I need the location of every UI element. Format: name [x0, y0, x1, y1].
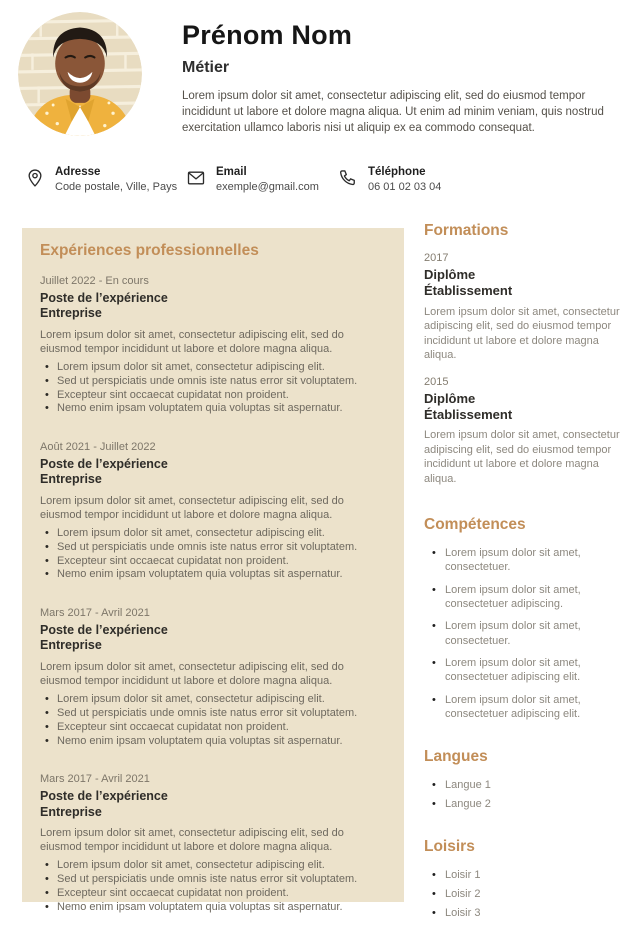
education-school: Établissement	[424, 406, 513, 422]
experience-bullet-list	[40, 527, 384, 582]
hobbies-heading: Loisirs	[424, 837, 475, 855]
experience-bullet: • Sed ut perspiciatis unde omnis iste natus error sit voluptatem.	[40, 873, 384, 887]
experience-title: Poste de l’expérience	[40, 457, 168, 472]
education-year: 2017	[424, 252, 449, 264]
experience-bullet: • Lorem ipsum dolor sit amet, consectetur adipiscing elit.	[40, 527, 384, 541]
header-block	[182, 20, 606, 136]
education-description: Lorem ipsum dolor sit amet, consectetur adipiscing elit, sed do eiusmod tempor incididunt ut labore et dolore magna aliqua.	[424, 429, 620, 485]
experience-bullet: • Lorem ipsum dolor sit amet, consectetur adipiscing elit.	[40, 859, 384, 873]
experience-title: Poste de l’expérience	[40, 623, 168, 638]
languages-heading: Langues	[424, 748, 488, 766]
contact-label: Adresse	[55, 166, 101, 178]
experience-bullet-list	[40, 361, 384, 416]
contact-email	[186, 166, 319, 193]
experience-entry	[40, 773, 384, 914]
experience-description: Lorem ipsum dolor sit amet, consectetur adipiscing elit, sed do eiusmod tempor incididunt ut labore et dolore magna aliqua.	[40, 660, 344, 687]
sidebar-column	[424, 222, 624, 926]
profile-photo	[18, 12, 142, 136]
contact-value: exemple@gmail.com	[216, 181, 319, 193]
profile-summary: Lorem ipsum dolor sit amet, consectetur adipiscing elit, sed do eiusmod tempor incididunt ut labore et dolore magna aliqua. Ut enim ad minim veniam, quis nostrud exercitation ullamco laboris nisi ut aliquip ex ea commodo consequat.	[182, 90, 604, 135]
contact-address-text	[55, 166, 177, 193]
contact-email-text	[216, 166, 319, 193]
experience-description: Lorem ipsum dolor sit amet, consectetur adipiscing elit, sed do eiusmod tempor incididunt ut labore et dolore magna aliqua.	[40, 328, 344, 355]
profile-photo-illustration	[18, 12, 142, 136]
language-item: • Langue 2	[424, 797, 624, 811]
hobbies-section	[424, 838, 624, 921]
education-year: 2015	[424, 375, 449, 388]
skill-item: • Lorem ipsum dolor sit amet, consectetuer adipiscing elit.	[424, 656, 624, 685]
experience-entry	[40, 607, 384, 748]
phone-icon	[338, 167, 358, 191]
education-degree: Diplôme	[424, 267, 476, 282]
experience-bullet: • Lorem ipsum dolor sit amet, consectetur adipiscing elit.	[40, 361, 384, 375]
education-entry	[424, 376, 624, 487]
contact-phone	[338, 166, 441, 193]
contact-label: Téléphone	[368, 166, 426, 178]
experience-company: Entreprise	[40, 804, 102, 819]
languages-section	[424, 748, 624, 812]
experience-bullet: • Sed ut perspiciatis unde omnis iste natus error sit voluptatem.	[40, 375, 384, 389]
education-school: Établissement	[424, 283, 513, 299]
education-description: Lorem ipsum dolor sit amet, consectetur adipiscing elit, sed do eiusmod tempor incididunt ut labore et dolore magna aliqua.	[424, 305, 620, 362]
hobby-item: • Loisir 2	[424, 887, 624, 901]
experience-bullet: • Excepteur sint occaecat cupidatat non proident.	[40, 887, 384, 901]
contact-value: Code postale, Ville, Pays	[55, 181, 178, 193]
contact-label: Email	[216, 166, 247, 178]
experience-bullet: • Sed ut perspiciatis unde omnis iste natus error sit voluptatem.	[40, 707, 384, 721]
location-pin-icon	[25, 167, 45, 191]
experience-bullet: • Sed ut perspiciatis unde omnis iste natus error sit voluptatem.	[40, 541, 384, 555]
education-degree: Diplôme	[424, 390, 476, 406]
experience-bullet: • Excepteur sint occaecat cupidatat non proident.	[40, 389, 384, 403]
skill-item: • Lorem ipsum dolor sit amet, consectetuer adipiscing.	[424, 583, 624, 612]
contact-row	[0, 166, 640, 206]
experience-company: Entreprise	[40, 638, 102, 653]
experience-bullet: • Nemo enim ipsam voluptatem quia voluptas sit aspernatur.	[40, 735, 384, 749]
skills-heading: Compétences	[424, 516, 526, 534]
experience-bullet: • Lorem ipsum dolor sit amet, consectetur adipiscing elit.	[40, 693, 384, 707]
skills-list	[424, 546, 624, 721]
language-item: • Langue 1	[424, 778, 624, 792]
education-entry	[424, 252, 624, 363]
experience-description: Lorem ipsum dolor sit amet, consectetur adipiscing elit, sed do eiusmod tempor incididunt ut labore et dolore magna aliqua.	[40, 826, 344, 854]
experience-bullet: • Excepteur sint occaecat cupidatat non proident.	[40, 721, 384, 735]
experience-description: Lorem ipsum dolor sit amet, consectetur adipiscing elit, sed do eiusmod tempor incididunt ut labore et dolore magna aliqua.	[40, 494, 344, 521]
experience-bullet: • Nemo enim ipsam voluptatem quia voluptas sit aspernatur.	[40, 901, 384, 915]
experience-bullet: • Nemo enim ipsam voluptatem quia voluptas sit aspernatur.	[40, 402, 384, 416]
skill-item: • Lorem ipsum dolor sit amet, consectetuer adipiscing elit.	[424, 693, 624, 722]
hobby-item: • Loisir 1	[424, 868, 624, 882]
experience-company: Entreprise	[40, 472, 102, 487]
skill-item: • Lorem ipsum dolor sit amet, consectetuer.	[424, 546, 624, 575]
experience-bullet-list	[40, 693, 384, 748]
experience-company: Entreprise	[40, 306, 102, 321]
education-section	[424, 222, 624, 486]
experience-dates: Mars 2017 - Avril 2021	[40, 607, 150, 620]
experience-title: Poste de l’expérience	[40, 291, 168, 305]
contact-address	[25, 166, 177, 193]
contact-value: 06 01 02 03 04	[368, 181, 442, 193]
skills-section	[424, 516, 624, 721]
job-title: Métier	[182, 59, 230, 76]
contact-phone-text	[368, 166, 441, 193]
experience-entry	[40, 441, 384, 582]
experience-dates: Juillet 2022 - En cours	[40, 275, 149, 287]
experience-bullet-list	[40, 859, 384, 914]
page-title: Prénom Nom	[182, 20, 353, 50]
experience-dates: Mars 2017 - Avril 2021	[40, 773, 150, 786]
languages-list	[424, 778, 624, 812]
experience-entry	[40, 275, 384, 416]
experience-dates: Août 2021 - Juillet 2022	[40, 441, 156, 454]
experience-title: Poste de l’expérience	[40, 789, 168, 804]
skill-item: • Lorem ipsum dolor sit amet, consectetuer.	[424, 619, 624, 648]
hobby-item: • Loisir 3	[424, 906, 624, 920]
hobbies-list	[424, 868, 624, 921]
experience-bullet: • Nemo enim ipsam voluptatem quia voluptas sit aspernatur.	[40, 568, 384, 582]
experience-panel	[22, 228, 404, 913]
education-heading: Formations	[424, 222, 509, 239]
experience-heading: Expériences professionnelles	[40, 242, 259, 259]
experience-bullet: • Excepteur sint occaecat cupidatat non proident.	[40, 555, 384, 569]
envelope-icon	[186, 167, 206, 191]
